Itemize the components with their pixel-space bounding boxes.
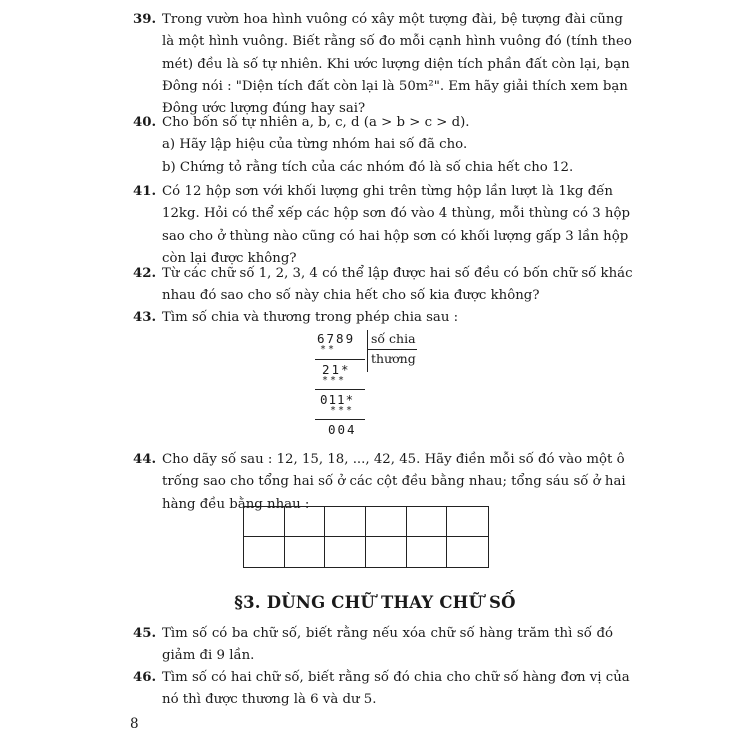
problem-number: 40. — [133, 115, 157, 130]
division-quotient: thương — [371, 351, 416, 366]
problem-text-line: Trong vườn hoa hình vuông có xây một tượng đài, bệ tượng đài cũng — [162, 12, 623, 27]
division-divisor: số chia — [371, 331, 416, 346]
problem-text-line: Có 12 hộp sơn với khối lượng ghi trên từng hộp lần lượt là 1kg đến — [162, 184, 613, 199]
problem-text-line: mét) đều là số tự nhiên. Khi ước lượng diện tích phần đất còn lại, bạn — [162, 56, 630, 72]
problem-text-line: Đông ước lượng đúng hay sai? — [162, 101, 366, 117]
problem-text-line: Đông nói : "Diện tích đất còn lại là 50m²". Em hãy giải thích xem bạn — [162, 78, 628, 94]
grid-cell — [407, 537, 448, 567]
division-row: *** — [330, 405, 355, 416]
problem-number: 41. — [133, 184, 157, 199]
grid-cell — [447, 507, 488, 537]
division-rule — [315, 419, 365, 420]
grid-cell — [325, 507, 366, 537]
problem-text-line: Từ các chữ số 1, 2, 3, 4 có thể lập được hai số đều có bốn chữ số khác — [162, 266, 633, 281]
problem-text-line: nó thì được thương là 6 và dư 5. — [162, 692, 377, 708]
problem-41 — [133, 181, 630, 270]
grid-cell — [407, 507, 448, 537]
problem-number: 42. — [133, 266, 157, 281]
problem-number: 39. — [133, 12, 157, 27]
problem-40 — [133, 112, 613, 179]
division-row: 21* — [322, 362, 351, 377]
problem-subpart-b: b) Chứng tỏ rằng tích của các nhóm đó là số chia hết cho 12. — [162, 159, 574, 175]
grid-cell — [447, 537, 488, 567]
section-heading: §3. DÙNG CHỮ THAY CHỮ SỐ — [234, 593, 516, 612]
problem-46 — [133, 667, 630, 712]
long-division — [300, 330, 440, 440]
problem-text-line: giảm đi 9 lần. — [162, 648, 255, 664]
problem-43 — [133, 307, 613, 329]
problem-text-line: hàng đều bằng nhau : — [162, 496, 310, 512]
grid-cell — [325, 537, 366, 567]
problem-text-line: Cho dãy số sau : 12, 15, 18, ..., 42, 45. Hãy điền mỗi số đó vào một ô — [162, 452, 625, 467]
grid-cell — [366, 537, 407, 567]
division-rule — [367, 349, 417, 350]
problem-text-line: Tìm số có hai chữ số, biết rằng số đó chia cho chữ số hàng đơn vị của — [162, 670, 630, 685]
division-row: ** — [320, 344, 337, 355]
problem-text-line: Cho bốn số tự nhiên a, b, c, d (a > b > c > d). — [162, 115, 470, 130]
problem-text-line: trống sao cho tổng hai số ở các cột đều bằng nhau; tổng sáu số ở hai — [162, 474, 626, 490]
problem-text-line: Tìm số có ba chữ số, biết rằng nếu xóa chữ số hàng trăm thì số đó — [162, 626, 613, 641]
problem-subpart-a: a) Hãy lập hiệu của từng nhóm hai số đã cho. — [162, 137, 468, 153]
division-rule — [315, 389, 365, 390]
grid-cell — [244, 537, 285, 567]
problem-text-line: 12kg. Hỏi có thể xếp các hộp sơn đó vào 4 thùng, mỗi thùng có 3 hộp — [162, 206, 630, 222]
grid-cell — [244, 507, 285, 537]
problem-text-line: nhau đó sao cho số này chia hết cho số kia được không? — [162, 288, 540, 304]
problem-number: 44. — [133, 452, 157, 467]
division-rule — [315, 359, 365, 360]
problem-text-line: Tìm số chia và thương trong phép chia sau : — [162, 310, 459, 325]
problem-number: 43. — [133, 310, 157, 325]
answer-grid — [243, 506, 489, 568]
division-remainder: 004 — [328, 422, 357, 437]
grid-cell — [285, 537, 326, 567]
grid-cell — [285, 507, 326, 537]
problem-text-line: là một hình vuông. Biết rằng số đo mỗi cạnh hình vuông đó (tính theo — [162, 34, 632, 50]
problem-number: 45. — [133, 626, 157, 641]
problem-text-line: sao cho ở thùng nào cũng có hai hộp sơn có khối lượng gấp 3 lần hộp — [162, 228, 629, 244]
problem-text-line: còn lại được không? — [162, 250, 297, 266]
problem-number: 46. — [133, 670, 157, 685]
grid-cell — [366, 507, 407, 537]
division-row: *** — [322, 375, 347, 386]
problem-39 — [133, 9, 632, 120]
division-row: 011* — [320, 392, 355, 407]
division-dividend: 6789 — [317, 331, 356, 346]
page-number: 8 — [130, 716, 139, 732]
problem-42 — [133, 263, 633, 308]
division-bar — [367, 330, 368, 372]
problem-45 — [133, 623, 613, 668]
